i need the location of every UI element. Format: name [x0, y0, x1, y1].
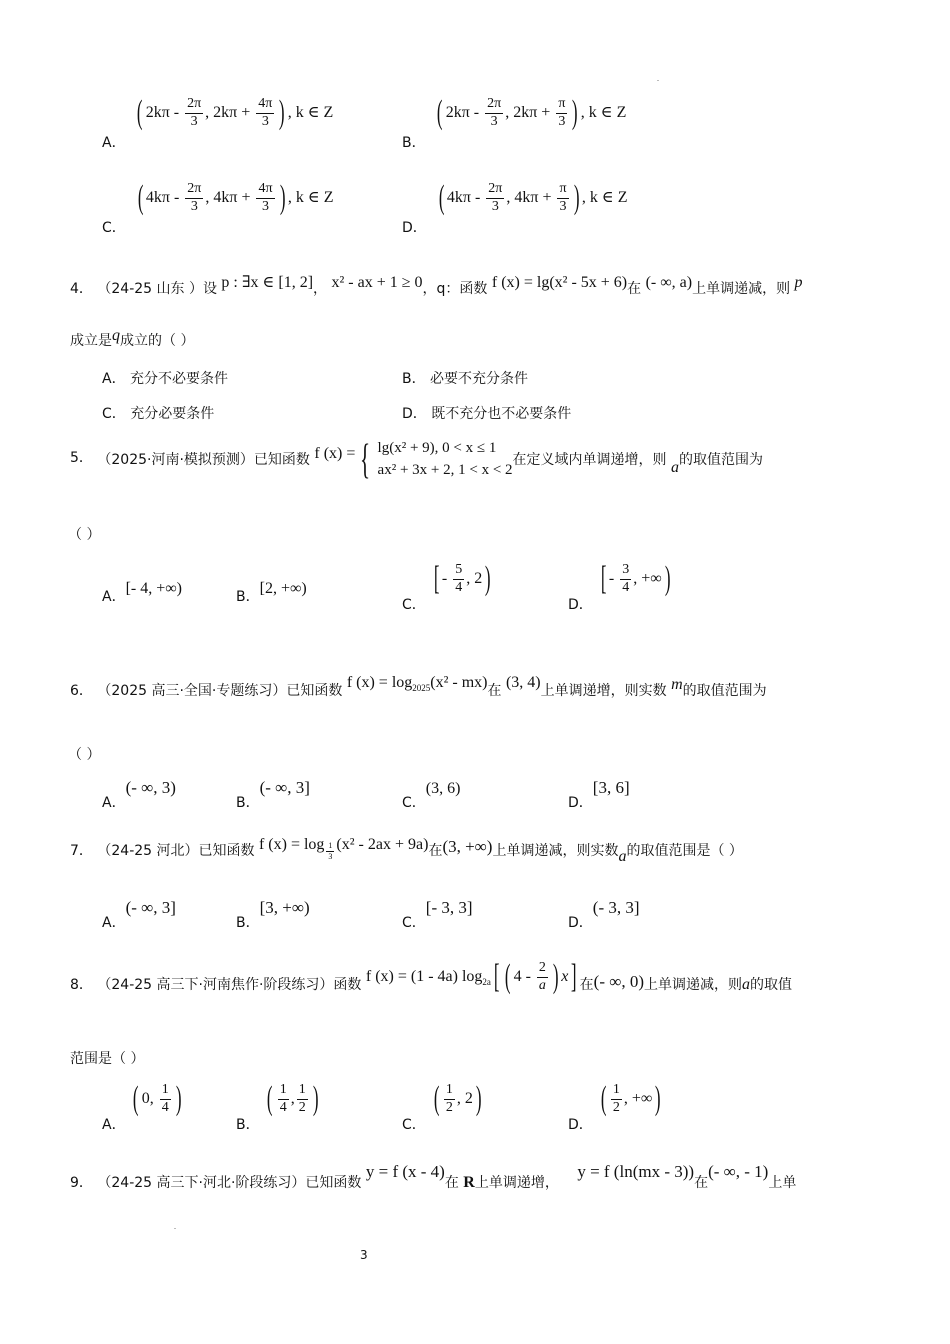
q3-option-a: A． ( 2kπ - $\frac{2\pi}{3}$ , 2kπ + $\frac{4\pi}{3}$ ) , k ∈ Z	[102, 94, 334, 151]
q5-stem: 5． （2025·河南·模拟预测）已知函数 f (x) = { lg(x² + 9), 0 < x ≤ 1 ax² + 3x + 2, 1 < x < 2 在定义域内单调递增，则 a的取值范围为	[70, 437, 763, 483]
speck	[657, 80, 659, 81]
q8-option-c: C． ( $\frac{1}{2}$ , 2)	[402, 1080, 482, 1133]
q8-stem: 8． （24-25 高三下·河南焦作·阶段练习）函数 f (x) = (1 - 4a) $\log_{2a}$[ ( 4 - $\frac{2}{a}$ ) x] 在(- ∞, 0)上单调递减，则a的取值	[70, 958, 793, 995]
q7-option-d: D．(- 3, 3]	[568, 898, 640, 931]
q6-option-c: C．(3, 6)	[402, 780, 461, 811]
q3-option-d: D． ( 4kπ - $\frac{2\pi}{3}$ , 4kπ + $\frac{\pi}{3}$ ) , k ∈ Z	[402, 179, 628, 236]
q5-option-a: A．[- 4, +∞)	[102, 580, 182, 605]
q8-option-b: B． ( $\frac{1}{4}$ , $\frac{1}{2}$ )	[236, 1080, 319, 1133]
q7-stem: 7． （24-25 河北）已知函数 f (x) = log $\frac{1}{3}$ (x² - 2ax + 9a)在(3, +∞)上单调递减，则实数a的取值范围是（ ）	[70, 836, 743, 865]
q8-option-d: D． ( $\frac{1}{2}$ , +∞)	[568, 1080, 661, 1133]
q9-stem: 9． （24-25 高三下·河北·阶段练习）已知函数 y = f (x - 4)在 R上单调递增， y = f (ln(mx - 3))在(- ∞, - 1)上单	[70, 1162, 797, 1191]
q4-stem-line2: 成立是q成立的（ ）	[70, 327, 195, 349]
q4-option-a: A． 充分不必要条件	[102, 371, 229, 387]
q5-paren: （ ）	[68, 527, 101, 543]
q5-option-b: B．[2, +∞)	[236, 580, 307, 605]
page-number: 3	[360, 1248, 368, 1262]
q7-option-c: C．[- 3, 3]	[402, 898, 473, 931]
q7-option-a: A．(- ∞, 3]	[102, 898, 176, 931]
option-label: A．	[102, 134, 126, 151]
speck	[174, 1228, 176, 1229]
q5-option-d: D． [ - $\frac{3}{4}$ , +∞)	[568, 560, 671, 613]
q5-option-c: C． [ - $\frac{5}{4}$ , 2)	[402, 560, 491, 613]
q8-option-a: A． ( 0, $\frac{1}{4}$ )	[102, 1080, 182, 1133]
q4-stem: 4． （24-25 山东 ）设 p : ∃x ∈ [1, 2]， x² - ax + 1 ≥ 0，q：函数 f (x) = lg(x² - 5x + 6)在 (- ∞, a)上单调递减，则 p	[70, 274, 803, 297]
q4-option-b: B． 必要不充分条件	[402, 371, 529, 387]
q8-stem-line2: 范围是（ ）	[70, 1051, 145, 1067]
q6-paren: （ ）	[68, 747, 101, 763]
q4-option-d: D． 既不充分也不必要条件	[402, 406, 572, 422]
q6-option-b: B．(- ∞, 3]	[236, 778, 310, 811]
q6-option-a: A．(- ∞, 3)	[102, 778, 176, 811]
q3-option-c: C． ( 4kπ - $\frac{2\pi}{3}$ , 4kπ + $\frac{4\pi}{3}$ ) , k ∈ Z	[102, 179, 334, 236]
q7-option-b: B．[3, +∞)	[236, 898, 310, 931]
q6-stem: 6． （2025 高三·全国·专题练习）已知函数 f $(x) = \log_{2025}(x^2 - mx)$在 (3, 4)上单调递增，则实数 m的取值范围为	[70, 674, 767, 699]
q6-option-d: D．[3, 6]	[568, 778, 630, 811]
q3-option-b: B． ( 2kπ - $\frac{2\pi}{3}$ , 2kπ + $\frac{\pi}{3}$ ) , k ∈ Z	[402, 94, 627, 151]
q4-option-c: C． 充分必要条件	[102, 406, 215, 422]
